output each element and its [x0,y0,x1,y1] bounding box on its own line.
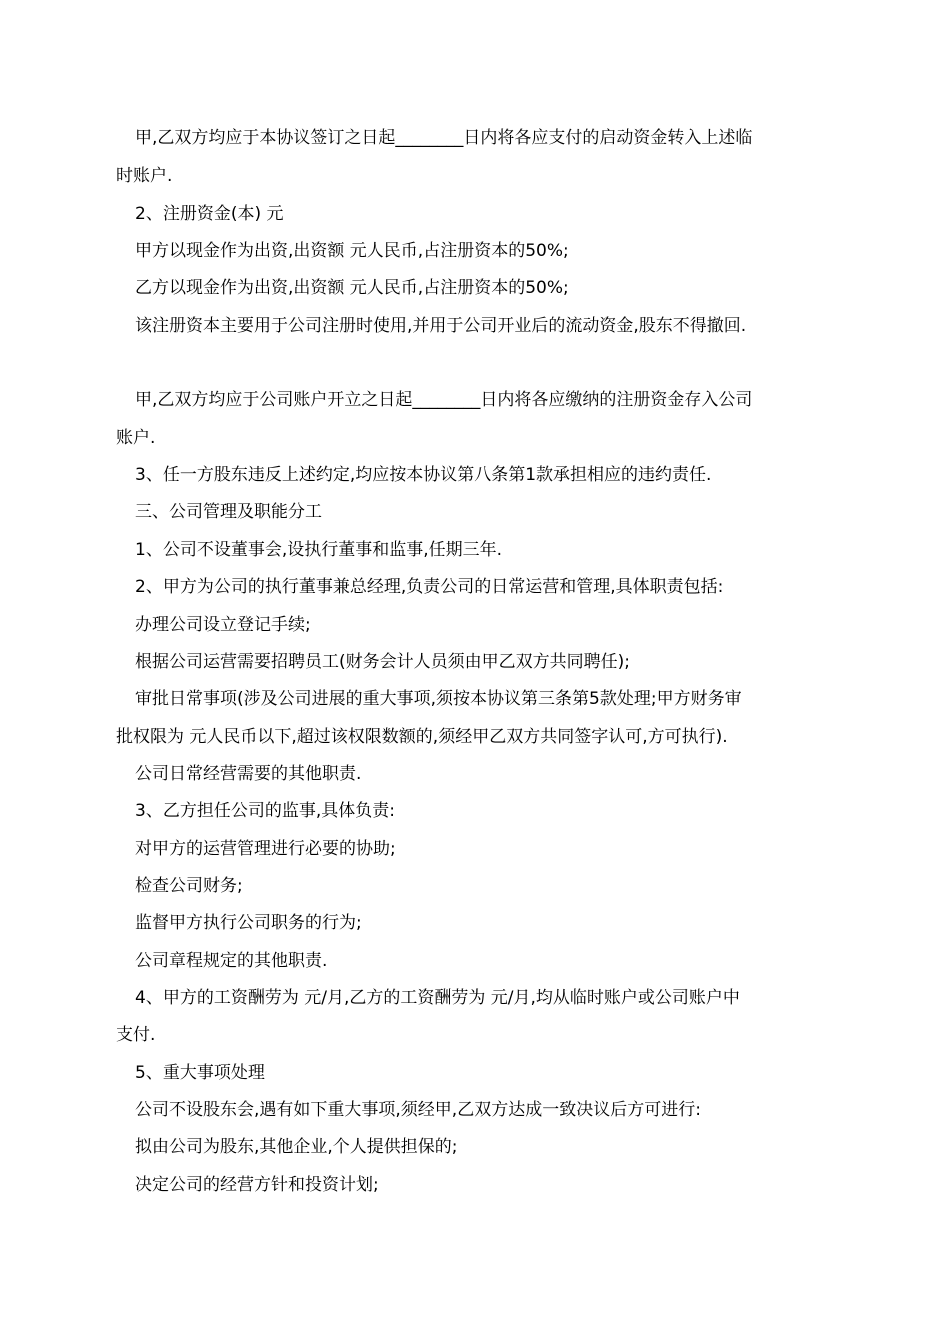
paragraph-line: 公司章程规定的其他职责. [135,951,328,971]
paragraph-line: 拟由公司为股东,其他企业,个人提供担保的; [135,1137,458,1157]
paragraph-line: 甲,乙双方均应于本协议签订之日起________日内将各应支付的启动资金转入上述临 [135,128,753,148]
paragraph-line: 决定公司的经营方针和投资计划; [135,1175,379,1195]
paragraph-line: 账户. [116,428,156,448]
paragraph-line: 4、甲方的工资酬劳为 元/月,乙方的工资酬劳为 元/月,均从临时账户或公司账户中 [135,988,740,1008]
paragraph-line: 该注册资本主要用于公司注册时使用,并用于公司开业后的流动资金,股东不得撤回. [135,316,747,336]
paragraph-line: 检查公司财务; [135,876,243,896]
paragraph-line: 审批日常事项(涉及公司进展的重大事项,须按本协议第三条第5款处理;甲方财务审 [135,689,742,709]
paragraph-line: 根据公司运营需要招聘员工(财务会计人员须由甲乙双方共同聘任); [135,652,630,672]
paragraph-line: 批权限为 元人民币以下,超过该权限数额的,须经甲乙双方共同签字认可,方可执行). [116,727,728,747]
paragraph-line: 甲,乙双方均应于公司账户开立之日起________日内将各应缴纳的注册资金存入公司 [135,390,753,410]
paragraph-line: 办理公司设立登记手续; [135,615,311,635]
paragraph-line: 监督甲方执行公司职务的行为; [135,913,362,933]
paragraph-line: 公司日常经营需要的其他职责. [135,764,362,784]
paragraph-line: 甲方以现金作为出资,出资额 元人民币,占注册资本的50%; [135,241,569,261]
paragraph-line: 时账户. [116,166,173,186]
paragraph-line: 3、任一方股东违反上述约定,均应按本协议第八条第1款承担相应的违约责任. [135,465,712,485]
paragraph-line: 3、乙方担任公司的监事,具体负责: [135,801,395,821]
section-heading: 三、公司管理及职能分工 [135,502,322,522]
paragraph-line: 公司不设股东会,遇有如下重大事项,须经甲,乙双方达成一致决议后方可进行: [135,1100,701,1120]
paragraph-line: 1、公司不设董事会,设执行董事和监事,任期三年. [135,540,503,560]
paragraph-line: 支付. [116,1025,156,1045]
paragraph-line: 2、甲方为公司的执行董事兼总经理,负责公司的日常运营和管理,具体职责包括: [135,577,724,597]
paragraph-line: 对甲方的运营管理进行必要的协助; [135,839,396,859]
paragraph-line: 5、重大事项处理 [135,1063,265,1083]
paragraph-line: 乙方以现金作为出资,出资额 元人民币,占注册资本的50%; [135,278,569,298]
paragraph-line: 2、注册资金(本) 元 [135,204,284,224]
